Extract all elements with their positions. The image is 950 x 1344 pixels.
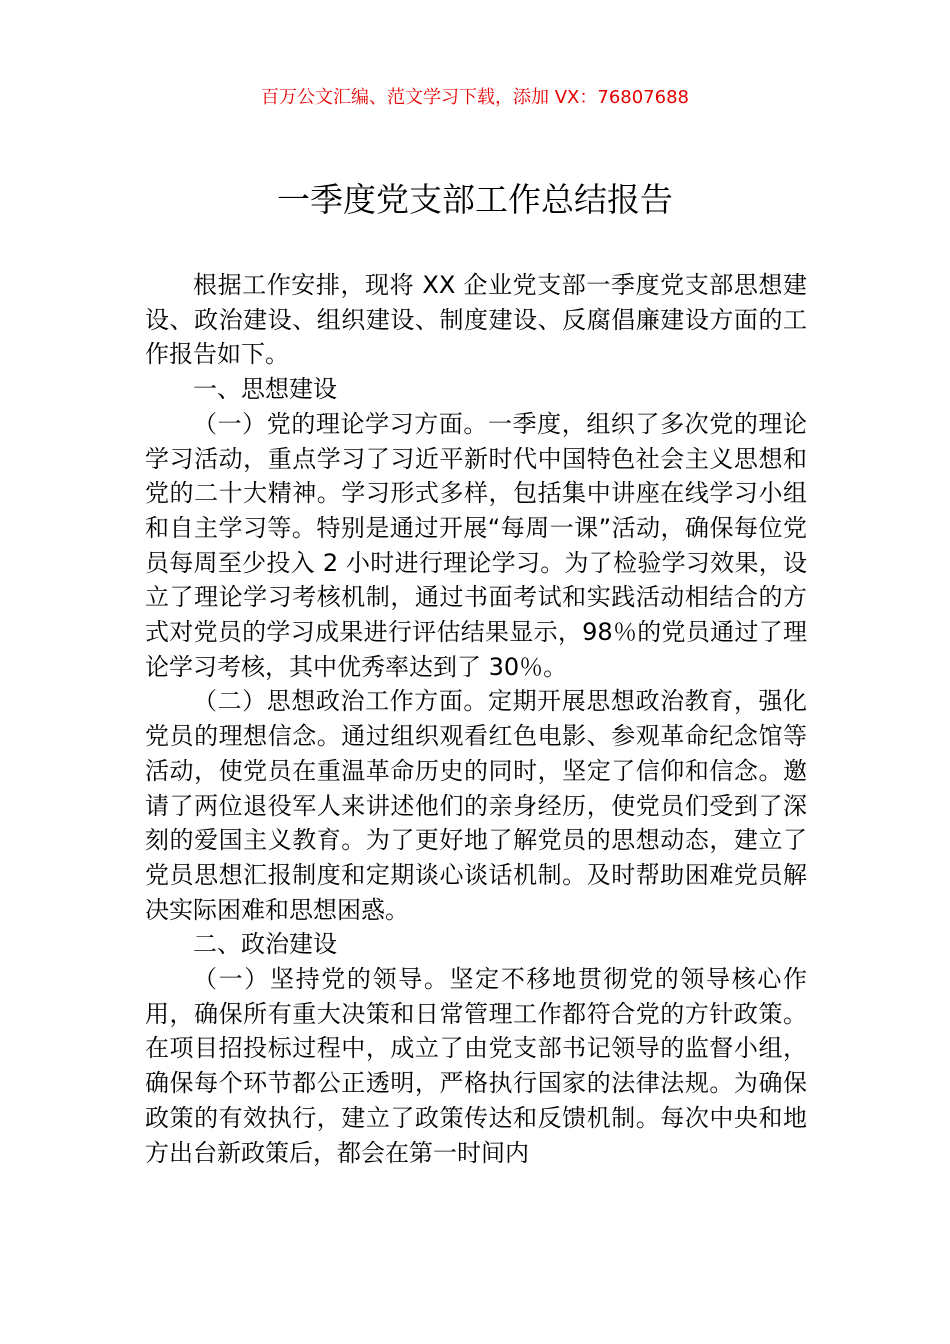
header-note: 百万公文汇编、范文学习下载，添加 VX：76807688 xyxy=(261,87,689,108)
section-heading-ideology: 一、思想建设 xyxy=(193,375,337,404)
section-heading-politics: 二、政治建设 xyxy=(193,930,337,959)
paragraph-political-work: （二）思想政治工作方面。定期开展思想政治教育，强化党员的理想信念。通过组织观看红色电影、参观革命纪念馆等活动，使党员在重温革命历史的同时，坚定了信仰和信念。邀请了两位退役军人来讲述他们的亲身经历，使党员们受到了深刻的爱国主义教育。为了更好地了解党员的思想动态，建立了党员思想汇报制度和定期谈心谈话机制。及时帮助困难党员解决实际困难和思想困惑。 xyxy=(145,687,807,924)
paragraph-party-leadership: （一）坚持党的领导。坚定不移地贯彻党的领导核心作用，确保所有重大决策和日常管理工作都符合党的方针政策。在项目招投标过程中，成立了由党支部书记领导的监督小组，确保每个环节都公正透明，严格执行国家的法律法规。为确保政策的有效执行，建立了政策传达和反馈机制。每次中央和地方出台新政策后，都会在第一时间内 xyxy=(145,965,807,1167)
document-title: 一季度党支部工作总结报告 xyxy=(277,180,673,219)
intro-paragraph: 根据工作安排，现将 XX 企业党支部一季度党支部思想建设、政治建设、组织建设、制度建设、反腐倡廉建设方面的工作报告如下。 xyxy=(145,271,807,369)
paragraph-theory-study: （一）党的理论学习方面。一季度，组织了多次党的理论学习活动，重点学习了习近平新时代中国特色社会主义思想和党的二十大精神。学习形式多样，包括集中讲座在线学习小组和自主学习等。特别是通过开展“每周一课”活动，确保每位党员每周至少投入 2 小时进行理论学习。为了检验学习效果，设立了理论学习考核机制，通过书面考试和实践活动相结合的方式对党员的学习成果进行评估结果显示，98％的党员通过了理论学习考核，其中优秀率达到了 30％。 xyxy=(145,409,807,681)
document-body xyxy=(145,268,807,1170)
